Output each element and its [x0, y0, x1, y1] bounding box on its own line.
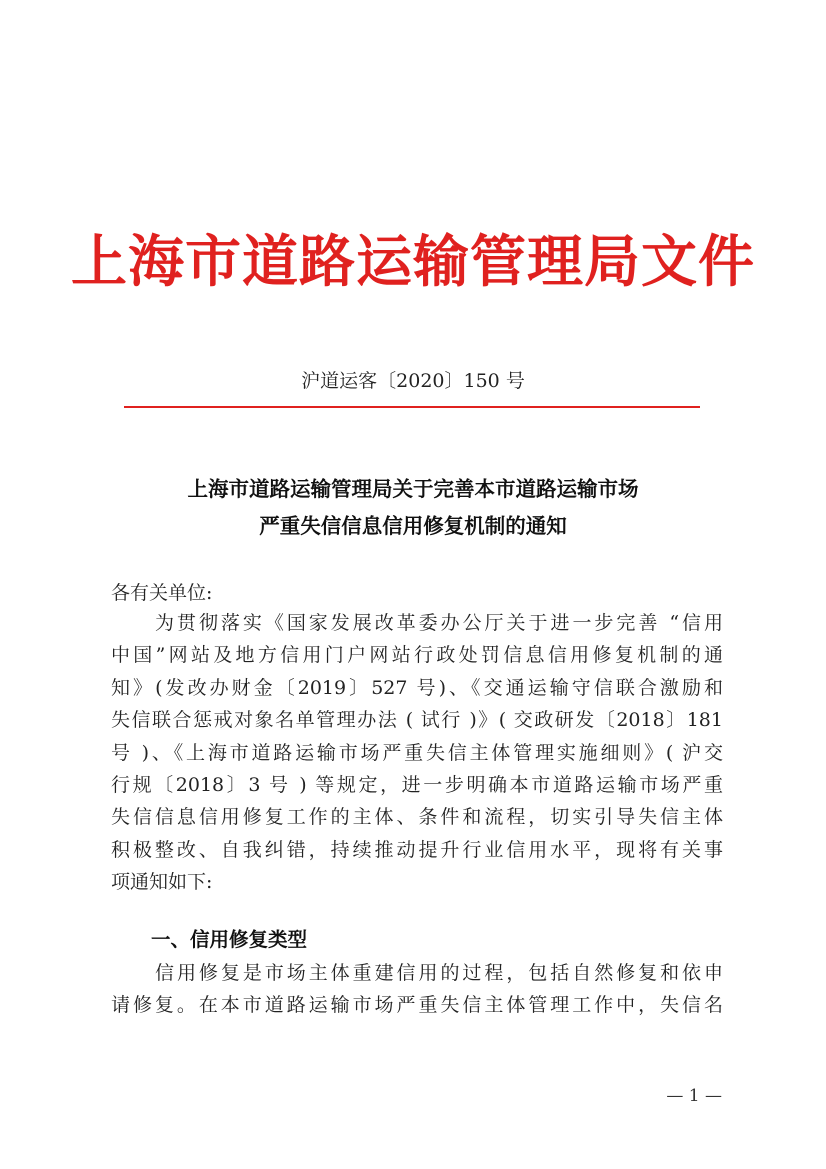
paragraph-line: 失信信息信用修复工作的主体、条件和流程，切实引导失信主体 — [111, 806, 723, 829]
paragraph-line: 请修复。在本市道路运输市场严重失信主体管理工作中，失信名 — [111, 994, 723, 1017]
paragraph-line: 知》(发改办财金〔2019〕527 号)、《交通运输守信联合激励和 — [111, 676, 723, 699]
paragraph-intro — [111, 607, 723, 899]
section-heading-1: 一、信用修复类型 — [151, 928, 308, 951]
paragraph-line: 中国”网站及地方信用门户网站行政处罚信息信用修复机制的通 — [111, 644, 723, 667]
document-header-title: 上海市道路运输管理局文件 — [71, 229, 755, 295]
notice-title-line-2: 严重失信信息信用修复机制的通知 — [259, 514, 567, 538]
paragraph-line: 为贯彻落实《国家发展改革委办公厅关于进一步完善 “信用 — [155, 612, 723, 634]
salutation: 各有关单位: — [111, 582, 213, 604]
paragraph-line: 失信联合惩戒对象名单管理办法 ( 试行 )》( 交政研发〔2018〕181 — [111, 709, 723, 732]
paragraph-line: 号 )、《上海市道路运输市场严重失信主体管理实施细则》( 沪交 — [111, 741, 723, 764]
paragraph-line: 积极整改、自我纠错，持续推动提升行业信用水平，现将有关事 — [111, 838, 723, 861]
page-number: — 1 — — [666, 1086, 722, 1106]
paragraph-credit-repair — [111, 957, 723, 1022]
paragraph-line: 信用修复是市场主体重建信用的过程，包括自然修复和依申 — [155, 962, 723, 984]
notice-title-line-1: 上海市道路运输管理局关于完善本市道路运输市场 — [187, 477, 639, 501]
document-number: 沪道运客〔2020〕150 号 — [301, 370, 525, 392]
paragraph-line: 行规〔2018〕3 号 ) 等规定，进一步明确本市道路运输市场严重 — [111, 773, 723, 796]
paragraph-line: 项通知如下: — [111, 871, 213, 894]
red-divider-line — [124, 406, 700, 408]
